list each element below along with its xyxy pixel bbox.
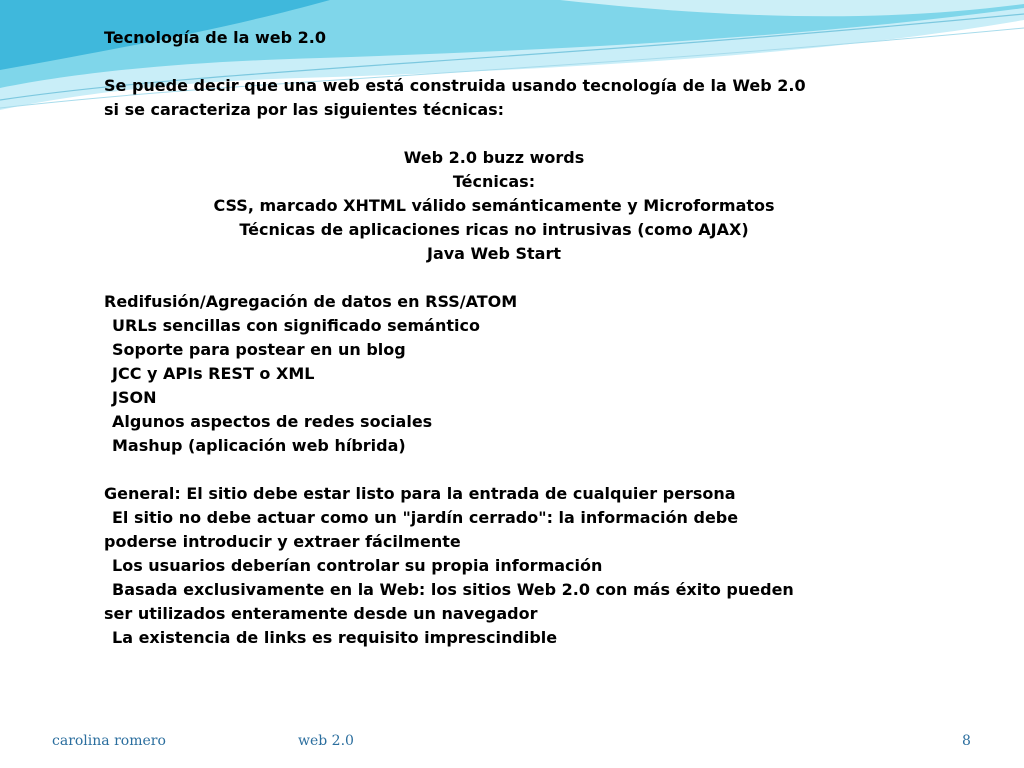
centered-line: Técnicas:: [452, 172, 536, 191]
list-item: Algunos aspectos de redes sociales: [112, 412, 433, 431]
footer-title: web 2.0: [298, 733, 354, 749]
centered-line: Java Web Start: [426, 244, 561, 263]
list-item: URLs sencillas con significado semántico: [112, 316, 480, 335]
list-item: El sitio no debe actuar como un "jardín cerrado": la información debe: [112, 508, 739, 527]
section-heading: Redifusión/Agregación de datos en RSS/ATOM: [104, 292, 518, 311]
footer-author: carolina romero: [52, 733, 166, 749]
page-number: 8: [962, 733, 971, 749]
slide-body: [104, 26, 884, 650]
list-item: Mashup (aplicación web híbrida): [112, 436, 406, 455]
list-item: Los usuarios deberían controlar su propia información: [112, 556, 603, 575]
centered-line: Técnicas de aplicaciones ricas no intrusivas (como AJAX): [239, 220, 749, 239]
list-item-continuation: poderse introducir y extraer fácilmente: [104, 532, 461, 551]
section-heading: General: El sitio debe estar listo para la entrada de cualquier persona: [104, 484, 736, 503]
list-item: JCC y APIs REST o XML: [112, 364, 315, 383]
centered-line: CSS, marcado XHTML válido semánticamente y Microformatos: [213, 196, 775, 215]
list-item-continuation: ser utilizados enteramente desde un navegador: [104, 604, 538, 623]
list-item: Soporte para postear en un blog: [112, 340, 406, 359]
centered-line: Web 2.0 buzz words: [403, 148, 585, 167]
list-item: Basada exclusivamente en la Web: los sitios Web 2.0 con más éxito pueden: [112, 580, 794, 599]
intro-line: si se caracteriza por las siguientes técnicas:: [104, 100, 505, 119]
list-item: La existencia de links es requisito imprescindible: [112, 628, 558, 647]
list-item: JSON: [112, 388, 157, 407]
slide-title: Tecnología de la web 2.0: [104, 28, 327, 47]
intro-line: Se puede decir que una web está construida usando tecnología de la Web 2.0: [104, 76, 806, 95]
